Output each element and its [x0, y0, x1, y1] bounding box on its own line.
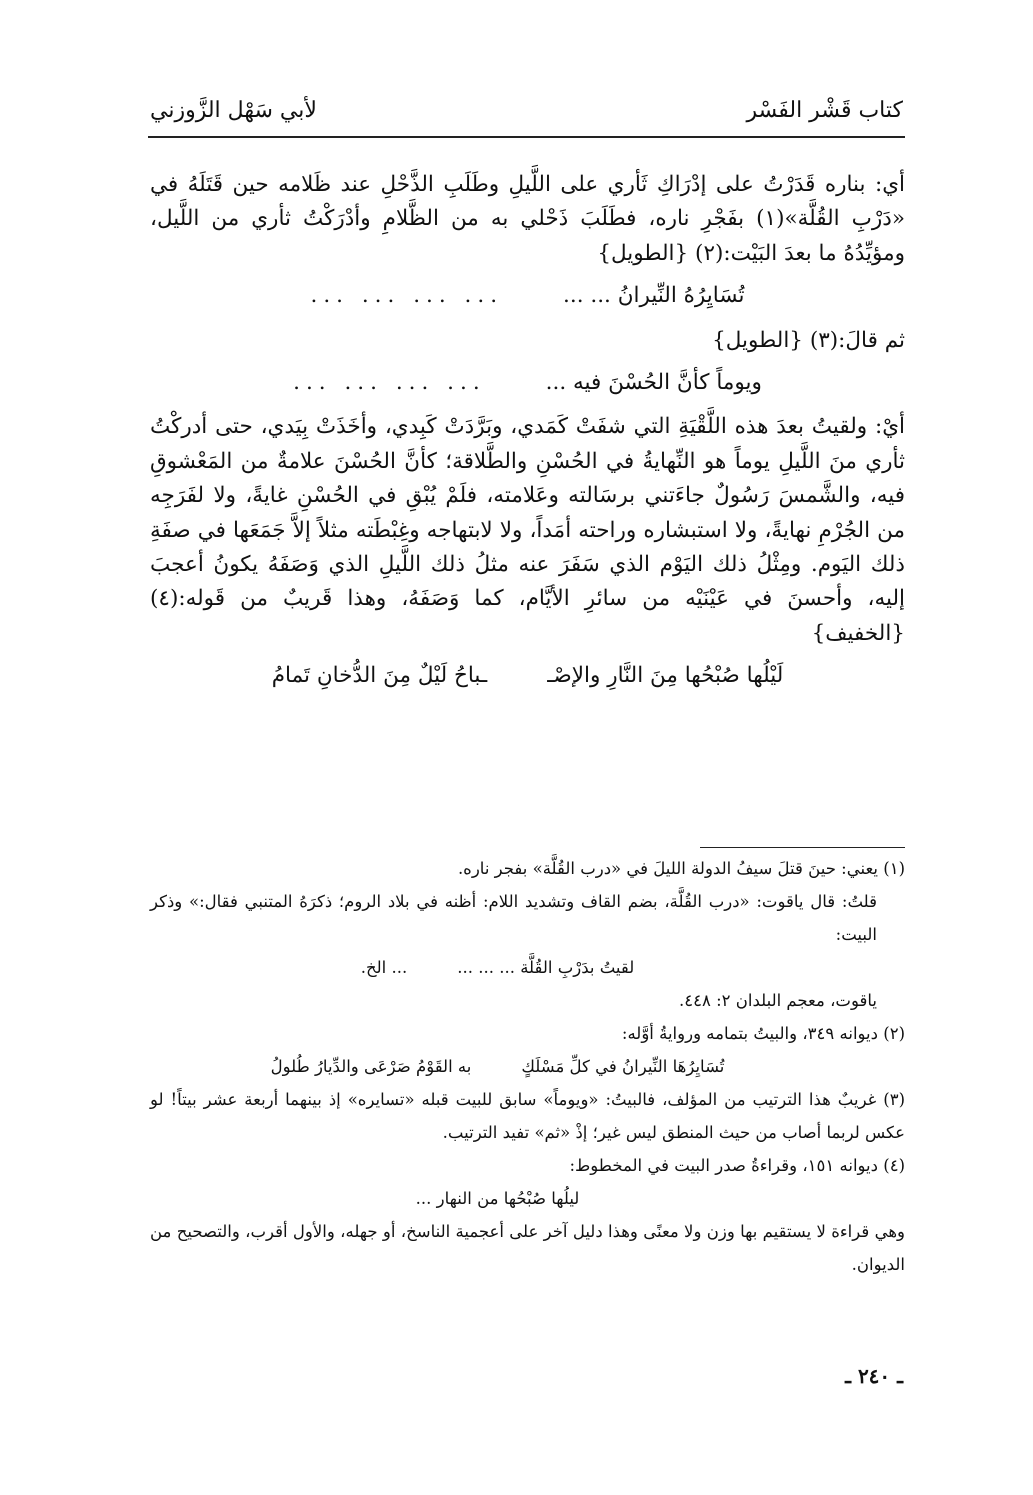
footnote-1-verse	[150, 951, 905, 984]
verse-3-second-hemistich: ـباحُ لَيْلٌ مِنَ الدُّخانِ تَمامُ	[271, 663, 488, 689]
footnote-2-verse-second: به القَوْمُ صَرْعَى والدِّيارُ طُلولُ	[270, 1057, 472, 1076]
verse-2-second-hemistich: ... ... ... ...	[293, 369, 486, 395]
verse-2-intro: ثم قالَ:(٣) {الطويل}	[712, 327, 905, 353]
page-number: ـ ٢٤٠ ـ	[845, 1364, 903, 1388]
running-header	[150, 88, 903, 132]
paragraph-2: أيْ: ولقيتُ بعدَ هذه اللَّقْيَةِ التي شفَتْ كَمَدي، وبَرَّدَتْ كَبِدي، وأخَذَتْ بِيَدي، حتى أدركْتُ ثأري منَ اللَّيلِ يوماً هو النِّهايةُ في الحُسْنِ والطَّلاقة؛ كأنَّ الحُسْنَ علامةٌ من المَعْشوقِ فيه، والشَّمسَ رَسُولٌ جاءَتني برسَالته وعَلامته، فلَمْ يُبْقِ في الحُسْنِ غايةً، ولا لفَرَجِه من الجُرْمِ نهايةً، ولا استبشاره وراحته أمَداً، ولا لابتهاجه وغِبْطَته مثلاً إلاَّ جَمَعَها في صفَةِ ذلك اليَوم. ومِثْلُ ذلك اليَوْم الذي سَفَرَ عنه مثلُ ذلك اللَّيلِ الذي وَصَفَهُ يكونُ أعجبَ إليه، وأحسنَ في عَيْنَيْه من سائرِ الأيَّام، كما وَصَفَهُ، وهذا قَريبٌ من قَوله:(٤) {الخفيف}	[150, 414, 906, 646]
footnote-1-verse-second: ... الخ.	[360, 958, 408, 977]
verse-2-first-hemistich: ويوماً كأنَّ الحُسْنَ فيه ...	[545, 369, 762, 395]
footnote-rule	[700, 847, 905, 848]
footnote-1-continuation: قلتُ: قال ياقوت: «درب القُلَّة، بضم القاف وتشديد اللام: أظنه في بلاد الروم؛ ذكرَهُ المتنبي فقال:» وذكر البيت:	[150, 892, 877, 944]
header-rule	[148, 136, 905, 138]
verse-3-first-hemistich: لَيْلُها صُبْحُها مِنَ النَّارِ والإصْـ	[547, 663, 784, 689]
footnote-4: (٤) ديوانه ١٥١، وقراءةُ صدر البيت في المخطوط:	[569, 1156, 905, 1175]
footnote-2-verse	[150, 1050, 905, 1083]
book-title: كتاب قَشْر الفَسْر	[746, 97, 903, 123]
footnote-4-note: وهي قراءة لا يستقيم بها وزن ولا معنًى وهذا دليل آخر على أعجمية الناسخ، أو جهله، والأول أقرب، والتصحيح من الديوان.	[150, 1222, 905, 1274]
main-text	[150, 168, 905, 703]
footnote-1-verse-first: لقيتُ بدَرْبِ القُلَّة ... ... ...	[457, 958, 635, 977]
footnotes	[150, 852, 905, 1281]
verse-2	[150, 366, 905, 400]
footnote-1-reference: ياقوت، معجم البلدان ٢: ٤٤٨.	[678, 991, 877, 1010]
verse-3	[150, 659, 905, 693]
footnote-2: (٢) ديوانه ٣٤٩، والبيتُ بتمامه وروايةُ أوَّله:	[621, 1024, 905, 1043]
verse-1	[150, 279, 905, 313]
footnote-2-verse-first: تُسَايِرُهَا النِّيرانُ في كلِّ مَسْلَكٍ	[521, 1057, 725, 1076]
author-name: لأبي سَهْل الزَّوزني	[150, 97, 317, 123]
footnote-4-verse-text: ليلُها صُبْحُها من النهار ...	[415, 1189, 580, 1208]
footnote-4-verse	[150, 1182, 905, 1215]
footnote-1: (١) يعني: حينَ قتلَ سيفُ الدولة الليلَ في «درب القُلَّة» بفجر ناره.	[457, 859, 905, 878]
verse-1-second-hemistich: ... ... ... ...	[310, 283, 504, 309]
paragraph-1: أي: بناره قَدَرْتُ على إدْرَاكِ ثَأري على اللَّيلِ وطَلَبِ الذَّحْلِ عند ظَلامه حين قَتَلَهُ في «دَرْبِ القُلَّة»(١) بفَجْرِ ناره، فطَلَبَ ذَحْلي به من الظَّلامِ وأدْرَكْتُ ثأري من اللَّيل، ومؤيِّدُهُ ما بعدَ البَيْت:(٢) {الطويل}	[150, 172, 905, 266]
footnote-3: (٣) غريبٌ هذا الترتيب من المؤلف، فالبيتُ: «ويوماً» سابق للبيت قبله «تسايره» إذ بينهما أربعة عشر بيتاً! لو عكس لربما أصاب من حيث المنطق ليس غير؛ إذْ «ثم» تفيد الترتيب.	[150, 1090, 905, 1142]
verse-1-first-hemistich: تُسَايِرُهُ النِّيرانُ ... ...	[563, 283, 745, 309]
